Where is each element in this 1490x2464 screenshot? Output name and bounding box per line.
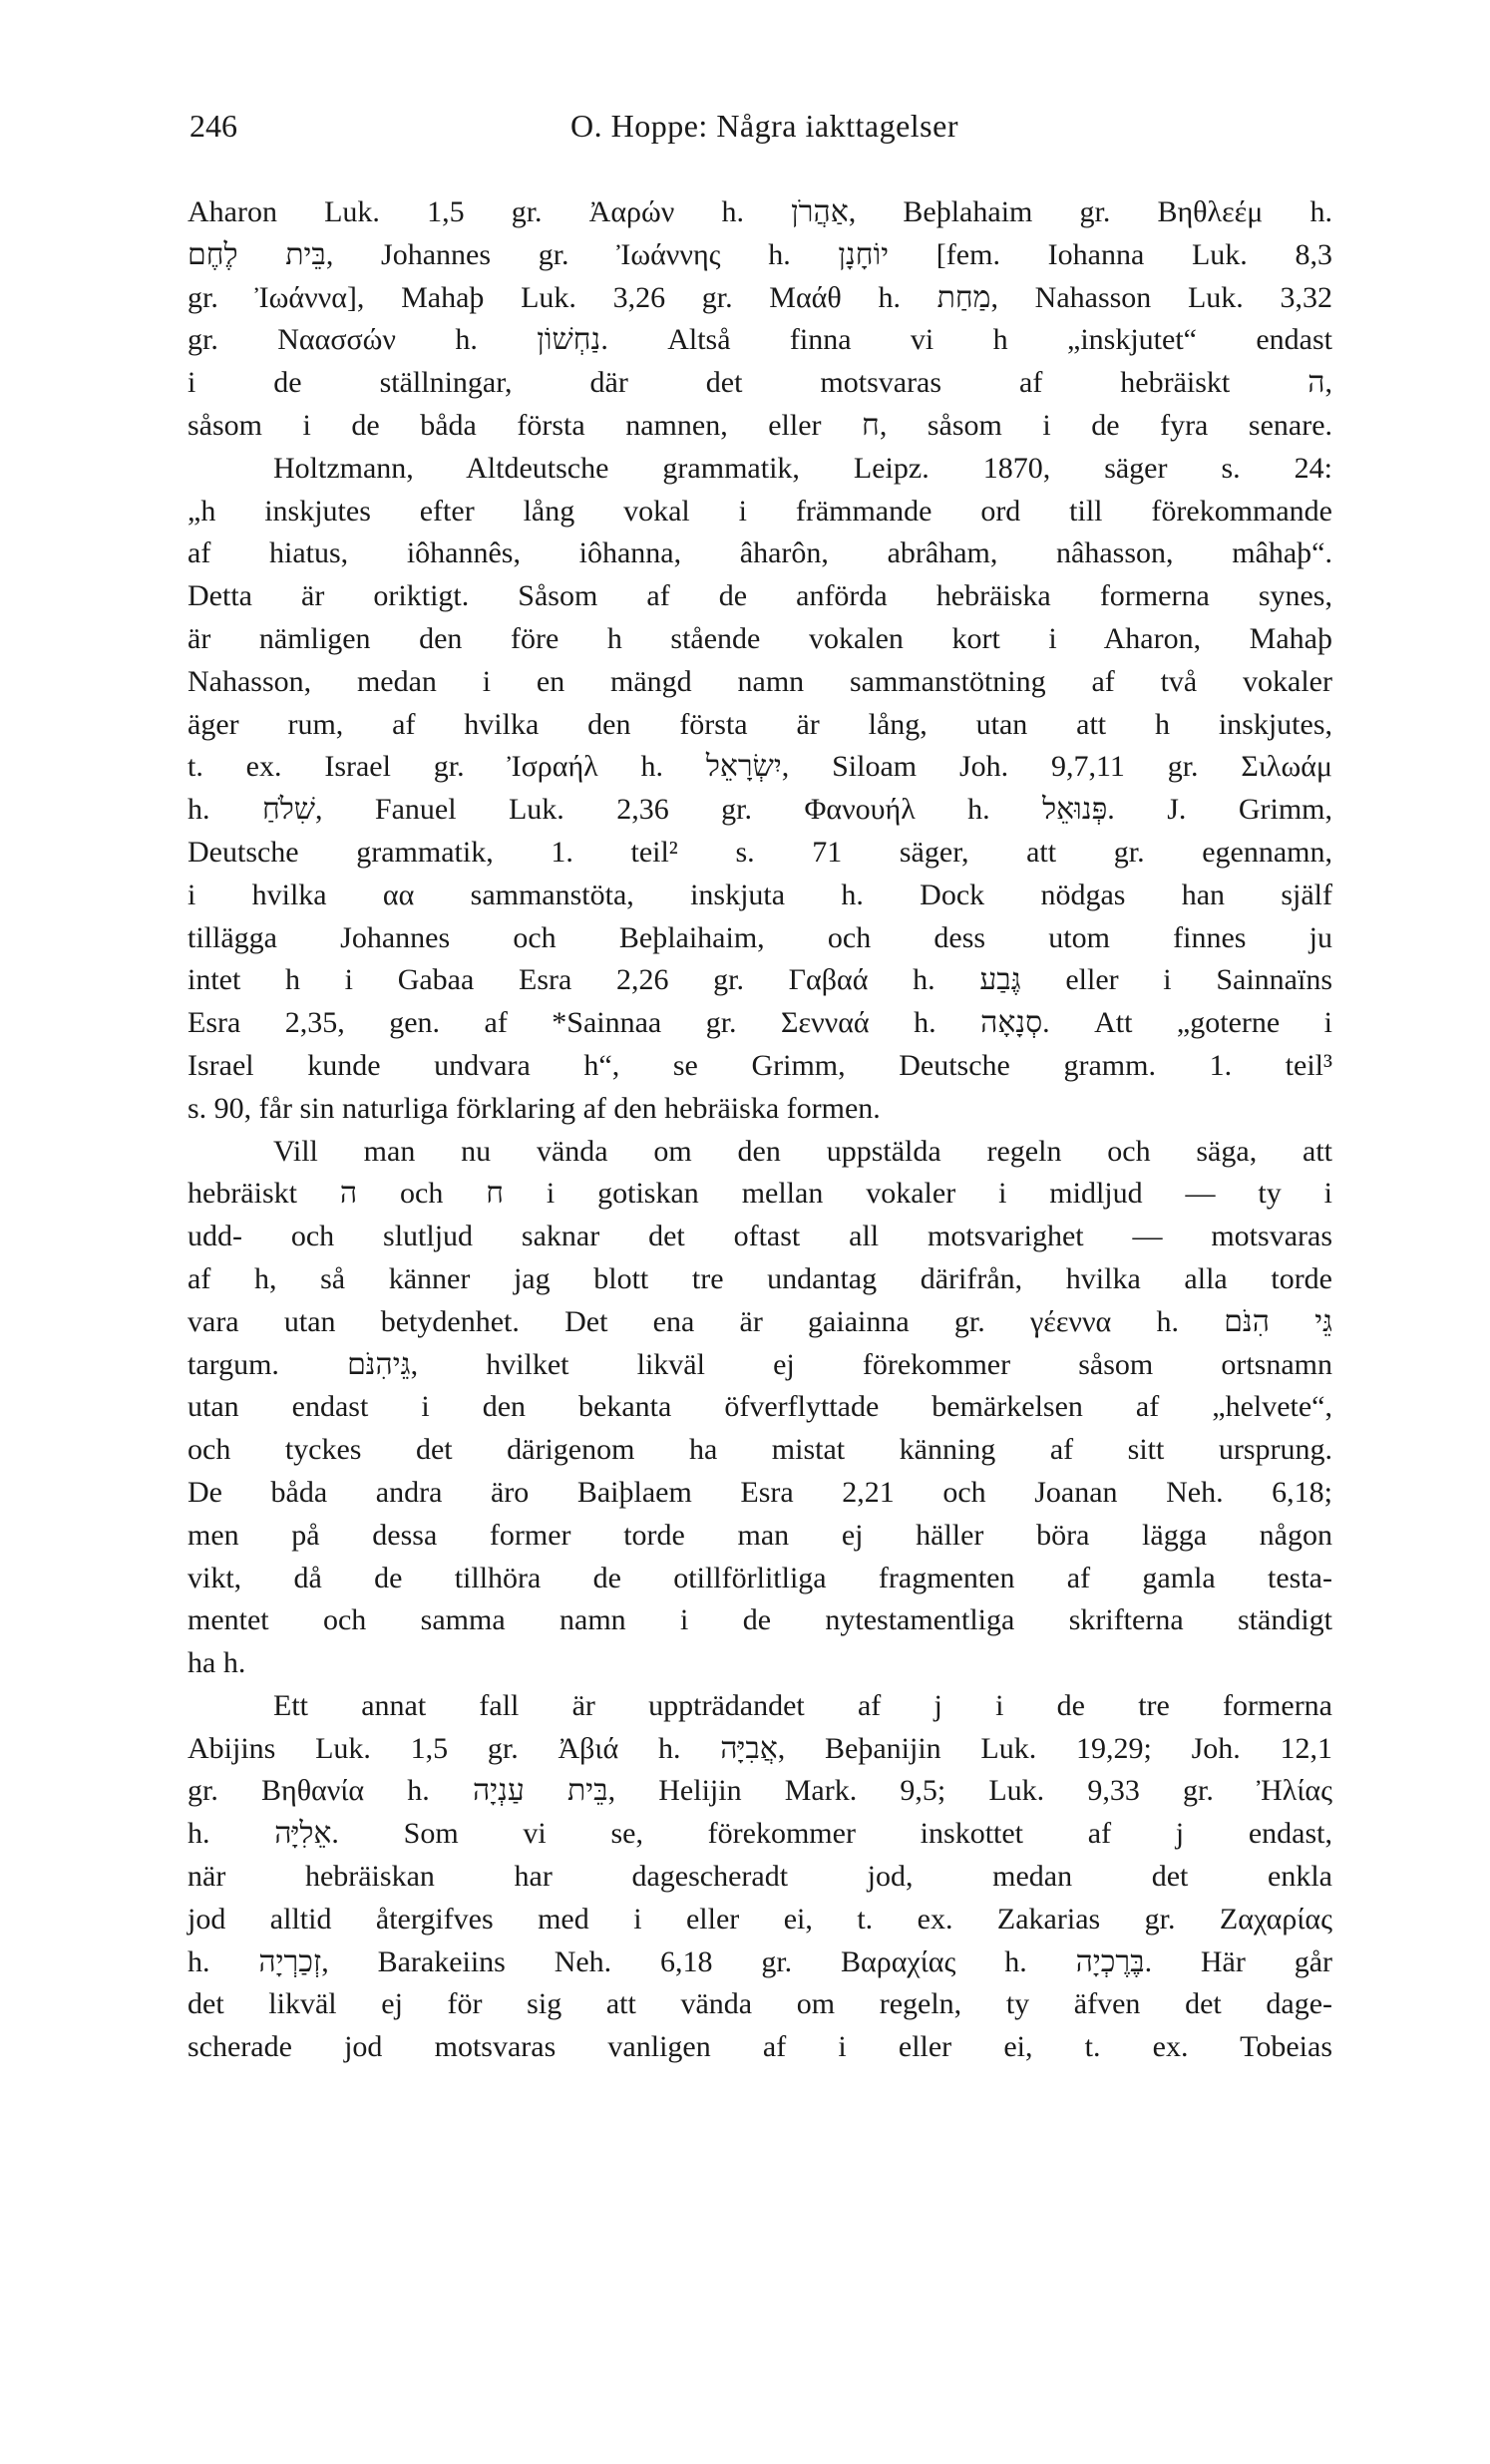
page-number: 246: [189, 108, 237, 144]
text-line: af h, så känner jag blott tre undantag därifrån, hvilka alla torde: [187, 1261, 1332, 1295]
text-line: vara utan betydenhet. Det ena är gaiainna gr. γέεννα h. גֵּי הִנֹּם: [187, 1304, 1332, 1338]
page-header: [189, 108, 1336, 158]
text-line: i de ställningar, där det motsvaras af hebräiskt ה,: [187, 366, 1332, 400]
text-line: Israel kunde undvara h“, se Grimm, Deutsche gramm. 1. teil³: [187, 1048, 1332, 1082]
text-line: såsom i de båda första namnen, eller ח, såsom i de fyra senare.: [187, 408, 1333, 442]
text-line: בֵּית לֶחֶם, Johannes gr. Ἰωάννης h. יוֹחָנָן [fem. Iohanna Luk. 8,3: [187, 237, 1332, 271]
text-line: scherade jod motsvaras vanligen af i eller ei, t. ex. Tobeias: [187, 2030, 1332, 2064]
text-line: utan endast i den bekanta öfverflyttade bemärkelsen af „helvete“,: [187, 1390, 1332, 1424]
text-line: och tyckes det därigenom ha mistat känning af sitt ursprung.: [187, 1433, 1332, 1467]
text-line: Deutsche grammatik, 1. teil² s. 71 säger, att gr. egennamn,: [187, 835, 1332, 869]
text-line: h. זְכַרְיָה, Barakeiins Neh. 6,18 gr. Βαραχίας h. בֶּרֶכְיָה. Här går: [187, 1944, 1333, 1978]
text-line: vikt, då de tillhöra de otillförlitliga fragmenten af gamla testa-: [187, 1561, 1332, 1594]
text-line: jod alltid återgifves med i eller ei, t. ex. Zakarias gr. Ζαχαρίας: [187, 1902, 1332, 1936]
text-line: De båda andra äro Baiþlaem Esra 2,21 och Joanan Neh. 6,18;: [187, 1475, 1332, 1509]
text-line: gr. Ἰωάννα], Mahaþ Luk. 3,26 gr. Μαάθ h. מַחַת, Nahasson Luk. 3,32: [187, 280, 1332, 314]
text-line: h. שִׁלֹחַ, Fanuel Luk. 2,36 gr. Φανουήλ h. פְּנוּאֵל. J. Grimm,: [187, 793, 1332, 827]
text-line: intet h i Gabaa Esra 2,26 gr. Γαβαά h. גֶּבַע eller i Sainnaïns: [187, 963, 1332, 997]
text-line: s. 90, får sin naturliga förklaring af den hebräiska formen.: [187, 1091, 881, 1125]
text-line: det likväl ej för sig att vända om regeln, ty äfven det dage-: [187, 1987, 1332, 2021]
body-text: [187, 191, 1332, 2069]
text-line: Abijins Luk. 1,5 gr. Ἀβιά h. אֲבִיָּה, Beþanijin Luk. 19,29; Joh. 12,1: [187, 1731, 1332, 1765]
text-line: Holtzmann, Altdeutsche grammatik, Leipz. 1870, säger s. 24:: [273, 451, 1332, 485]
text-line: är nämligen den före h stående vokalen kort i Aharon, Mahaþ: [187, 621, 1332, 655]
text-line: Nahasson, medan i en mängd namn sammanstötning af två vokaler: [187, 664, 1332, 698]
text-line: tillägga Johannes och Beþlaihaim, och dess utom finnes ju: [187, 920, 1332, 954]
text-line: hebräiskt ה och ח i gotiskan mellan vokaler i midljud — ty i: [187, 1177, 1332, 1211]
text-line: Aharon Luk. 1,5 gr. Ἀαρών h. אַהֲרֹן, Beþlahaim gr. Βηθλεέμ h.: [187, 195, 1332, 228]
text-line: gr. Βηθανία h. בֵּית עַנְיָה, Helijin Mark. 9,5; Luk. 9,33 gr. Ἠλίας: [187, 1774, 1332, 1808]
text-line: h. אֵלִיָּה. Som vi se, förekommer inskottet af j endast,: [187, 1817, 1332, 1851]
text-line: Esra 2,35, gen. af *Sainnaa gr. Σενναά h. סְנָאָה. Att „goterne i: [187, 1006, 1332, 1040]
text-line: udd- och slutljud saknar det oftast all motsvarighet — motsvaras: [187, 1220, 1332, 1253]
text-line: ha h.: [187, 1646, 246, 1680]
text-line: i hvilka αα sammanstöta, inskjuta h. Dock nödgas han själf: [187, 878, 1332, 911]
text-line: gr. Ναασσών h. נַחְשׁוֹן. Altså finna vi h „inskjutet“ endast: [187, 323, 1332, 357]
text-line: „h inskjutes efter lång vokal i främmande ord till förekommande: [187, 494, 1332, 528]
text-line: Detta är oriktigt. Såsom af de anförda hebräiska formerna synes,: [187, 579, 1332, 613]
text-line: mentet och samma namn i de nytestamentliga skrifterna ständigt: [187, 1603, 1332, 1637]
text-line: af hiatus, iôhannês, iôhanna, âharôn, abrâham, nâhasson, mâhaþ“.: [187, 536, 1332, 570]
text-line: targum. גֵּיהִנֹּם, hvilket likväl ej förekommer såsom ortsnamn: [187, 1347, 1333, 1381]
text-line: äger rum, af hvilka den första är lång, utan att h inskjutes,: [187, 707, 1332, 741]
text-line: t. ex. Israel gr. Ἰσραήλ h. יִשְׂרָאֵל, Siloam Joh. 9,7,11 gr. Σιλωάμ: [187, 750, 1333, 784]
text-line: när hebräiskan har dagescheradt jod, medan det enkla: [187, 1860, 1332, 1894]
text-line: Ett annat fall är uppträdandet af j i de tre formerna: [273, 1688, 1332, 1722]
text-line: men på dessa former torde man ej häller böra lägga någon: [187, 1518, 1332, 1552]
running-head: O. Hoppe: Några iakttagelser: [570, 108, 958, 144]
text-line: Vill man nu vända om den uppstälda regeln och säga, att: [273, 1134, 1332, 1168]
